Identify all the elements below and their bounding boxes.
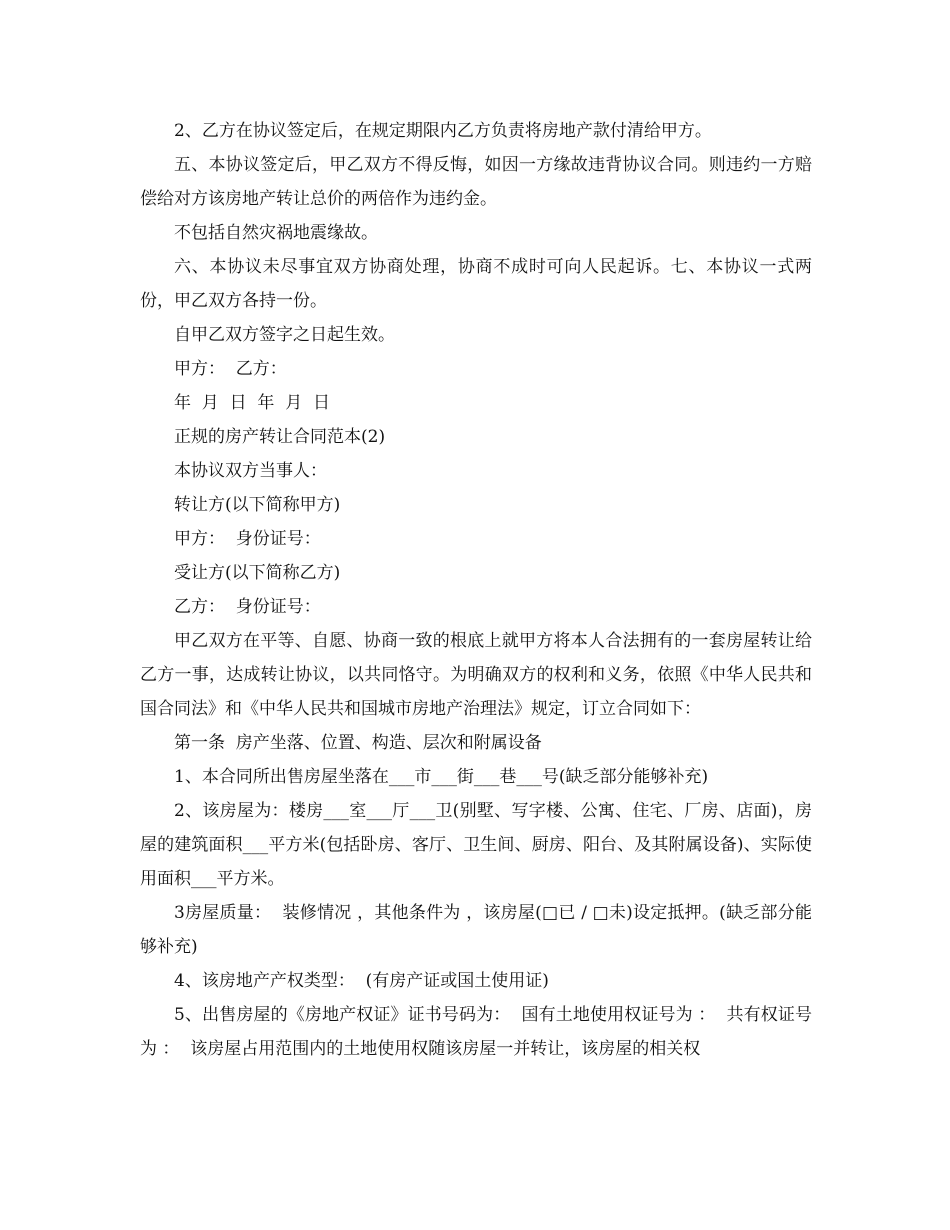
section-title: 正规的房产转让合同范本(2) [174,427,386,447]
paragraph: 转让方(以下简称甲方) [174,495,341,515]
document-body [140,114,812,1066]
paragraph: 受让方(以下简称乙方) [174,563,341,583]
paragraph: 六、本协议未尽事宜双方协商处理，协商不成时可向人民起诉。七、本协议一式两份，甲乙双方各持一份。 [140,257,812,311]
party-a-line: 甲方： 身份证号： [174,529,321,549]
paragraph: 2、乙方在协议签定后，在规定期限内乙方负责将房地产款付清给甲方。 [174,121,712,141]
signature-line: 甲方： 乙方： [174,359,287,379]
paragraph: 本协议双方当事人： [174,461,327,481]
paragraph: 1、本合同所出售房屋坐落在___市___街___巷___号(缺乏部分能够补充) [174,767,709,787]
paragraph: 甲乙双方在平等、自愿、协商一致的根底上就甲方将本人合法拥有的一套房屋转让给乙方一事，达成转让协议，以共同恪守。为明确双方的权利和义务，依照《中华人民共和国合同法》和《中华人民共和国城市房地产治理法》规定，订立合同如下： [140,631,812,719]
party-b-line: 乙方： 身份证号： [174,597,321,617]
paragraph: 五、本协议签定后，甲乙双方不得反悔，如因一方缘故违背协议合同。则违约一方赔偿给对方该房地产转让总价的两倍作为违约金。 [140,155,812,209]
paragraph: 2、该房屋为：楼房___室___厅___卫(别墅、写字楼、公寓、住宅、厂房、店面)，房屋的建筑面积___平方米(包括卧房、客厅、卫生间、厨房、阳台、及其附属设备)、实际使用面积___平方米。 [140,801,812,889]
paragraph: 不包括自然灾祸地震缘故。 [174,223,378,243]
paragraph: 5、出售房屋的《房地产权证》证书号码为： 国有土地使用权证号为 ： 共有权证号为 ： 该房屋占用范围内的土地使用权随该房屋一并转让，该房屋的相关权 [140,1005,812,1059]
paragraph: 自甲乙双方签字之日起生效。 [174,325,395,345]
paragraph: 4、该房地产产权类型： (有房产证或国土使用证) [174,971,549,991]
paragraph: 3房屋质量： 装修情况 ，其他条件为 ，该房屋(□已 / □未)设定抵押。(缺乏部分能够补充) [140,903,812,957]
article-heading: 第一条 房产坐落、位置、构造、层次和附属设备 [174,733,542,753]
date-line: 年 月 日 年 月 日 [174,393,331,413]
